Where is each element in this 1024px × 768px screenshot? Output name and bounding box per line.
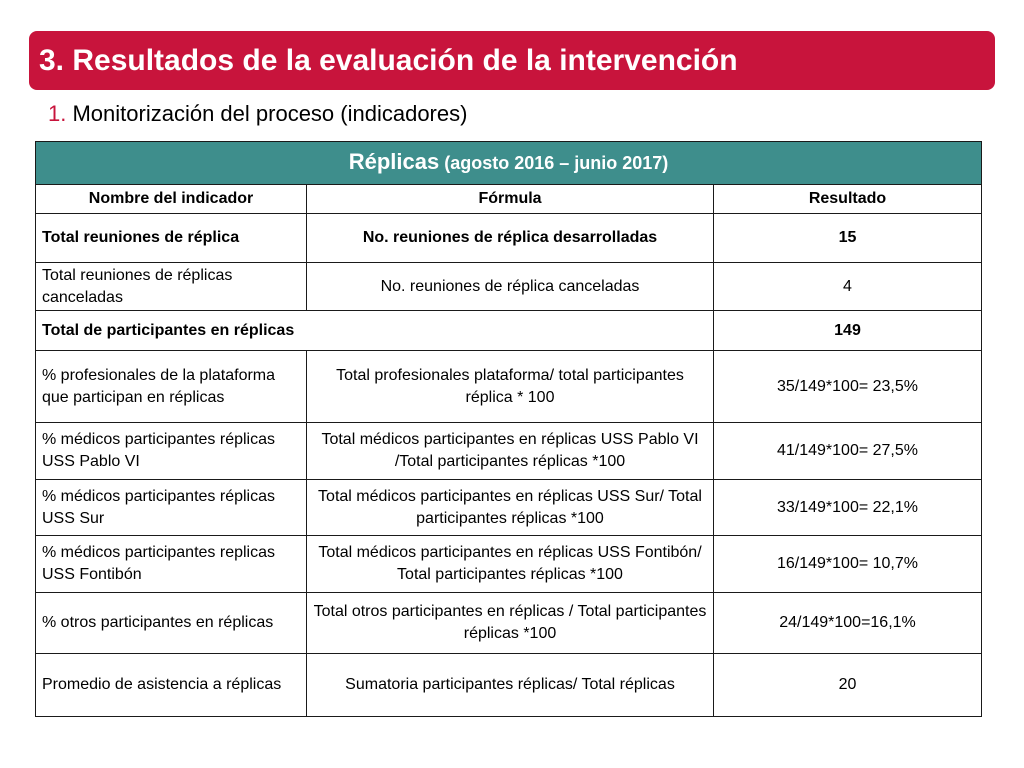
- indicator-name: % médicos participantes réplicas USS Pablo VI: [36, 423, 307, 480]
- subtitle-number: 1.: [48, 101, 67, 126]
- column-headers: [36, 185, 982, 214]
- table-row: [36, 593, 982, 654]
- indicator-name: Total de participantes en réplicas: [36, 311, 714, 351]
- indicator-result: 41/149*100= 27,5%: [714, 423, 982, 480]
- indicator-result: 24/149*100=16,1%: [714, 593, 982, 654]
- slide-title: 3. Resultados de la evaluación de la intervención: [39, 43, 738, 77]
- indicator-result: 35/149*100= 23,5%: [714, 351, 982, 423]
- indicator-name: Total reuniones de réplicas canceladas: [36, 263, 307, 311]
- indicator-name: % médicos participantes réplicas USS Sur: [36, 480, 307, 536]
- indicator-formula: Total otros participantes en réplicas / Total participantes réplicas *100: [307, 593, 714, 654]
- indicator-formula: No. reuniones de réplica desarrolladas: [307, 214, 714, 263]
- indicator-formula: Total médicos participantes en réplicas USS Sur/ Total participantes réplicas *100: [307, 480, 714, 536]
- table-row: [36, 654, 982, 717]
- indicator-result: 33/149*100= 22,1%: [714, 480, 982, 536]
- indicator-formula: Sumatoria participantes réplicas/ Total réplicas: [307, 654, 714, 717]
- indicator-result: 15: [714, 214, 982, 263]
- indicator-result: 20: [714, 654, 982, 717]
- subtitle-text: Monitorización del proceso (indicadores): [66, 101, 468, 126]
- table-title: [36, 142, 982, 185]
- slide-subtitle: [48, 101, 467, 127]
- indicators-table: [35, 141, 982, 717]
- table-row: [36, 263, 982, 311]
- table-row: [36, 351, 982, 423]
- indicator-formula: No. reuniones de réplica canceladas: [307, 263, 714, 311]
- indicator-result: 16/149*100= 10,7%: [714, 536, 982, 593]
- table-title-period: (agosto 2016 – junio 2017): [439, 152, 669, 173]
- table-row: [36, 214, 982, 263]
- indicator-name: Total reuniones de réplica: [36, 214, 307, 263]
- table-row: [36, 311, 982, 351]
- column-header-name: Nombre del indicador: [36, 185, 307, 214]
- indicator-formula: Total profesionales plataforma/ total participantes réplica * 100: [307, 351, 714, 423]
- indicator-formula: Total médicos participantes en réplicas USS Pablo VI /Total participantes réplicas *100: [307, 423, 714, 480]
- column-header-formula: Fórmula: [307, 185, 714, 214]
- table-row: [36, 536, 982, 593]
- title-bar: [29, 31, 995, 90]
- table-row: [36, 423, 982, 480]
- table-title-main: Réplicas: [348, 148, 440, 174]
- indicator-name: % otros participantes en réplicas: [36, 593, 307, 654]
- indicator-name: % médicos participantes replicas USS Fontibón: [36, 536, 307, 593]
- indicator-formula: Total médicos participantes en réplicas USS Fontibón/ Total participantes réplicas *100: [307, 536, 714, 593]
- table-row: [36, 480, 982, 536]
- indicator-name: % profesionales de la plataforma que participan en réplicas: [36, 351, 307, 423]
- indicator-result: 4: [714, 263, 982, 311]
- indicator-result: 149: [714, 311, 982, 351]
- column-header-result: Resultado: [714, 185, 982, 214]
- indicator-name: Promedio de asistencia a réplicas: [36, 654, 307, 717]
